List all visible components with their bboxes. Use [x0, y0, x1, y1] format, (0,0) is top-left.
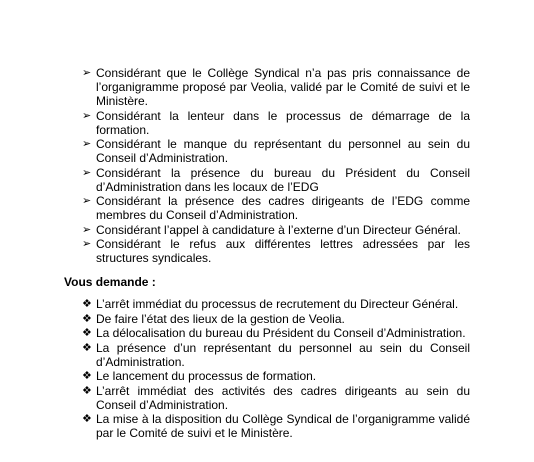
arrow-bullet-icon: ➢: [82, 223, 92, 236]
diamond-bullet-icon: ❖: [82, 341, 92, 354]
consideration-item: ➢ Considérant le refus aux différentes lettres adressées par les structures syndicales.: [82, 237, 470, 265]
diamond-bullet-icon: ❖: [82, 413, 92, 425]
demand-item: ❖ Le lancement du processus de formation.: [82, 369, 317, 383]
consideration-item: ➢ Considérant l’appel à candidature à l’externe d’un Directeur Général.: [82, 222, 461, 237]
demand-item: ❖ La mise à la disposition du Collège Syndical de l’organigramme validé par le Comité de suivi et le Ministère.: [82, 412, 470, 440]
arrow-bullet-icon: ➢: [82, 67, 92, 79]
demand-item: ❖ La délocalisation du bureau du Président du Conseil d’Administration.: [82, 326, 466, 340]
consideration-item: ➢ Considérant le manque du représentant du personnel au sein du Conseil d’Administration.: [82, 137, 470, 165]
arrow-bullet-icon: ➢: [82, 238, 92, 250]
consideration-item: ➢ Considérant la présence des cadres dirigeants de l’EDG comme membres du Conseil d’Administration.: [82, 194, 470, 222]
diamond-bullet-icon: ❖: [82, 384, 92, 397]
document-page: [0, 66, 534, 441]
arrow-bullet-icon: ➢: [82, 166, 92, 179]
demand-item: ❖ La présence d’un représentant du personnel au sein du Conseil d’Administration.: [82, 340, 470, 369]
diamond-bullet-icon: ❖: [82, 370, 92, 382]
diamond-bullet-icon: ❖: [82, 312, 92, 325]
consideration-item: ➢ Considérant que le Collège Syndical n’a pas pris connaissance de l’organigramme proposé par Veolia, validé par le Comité de suivi et le Ministère.: [82, 66, 470, 108]
diamond-bullet-icon: ❖: [82, 327, 92, 339]
demands-heading: Vous demande :: [64, 275, 156, 289]
arrow-bullet-icon: ➢: [82, 195, 92, 207]
demand-item: ❖ De faire l’état des lieux de la gestion de Veolia.: [82, 311, 345, 326]
demand-item: ❖ L’arrêt immédiat des activités des cadres dirigeants au sein du Conseil d’Administration.: [82, 383, 470, 412]
considerations-list: [82, 66, 470, 265]
diamond-bullet-icon: ❖: [82, 298, 92, 310]
demand-item: ❖ L’arrêt immédiat du processus de recrutement du Directeur Général.: [82, 297, 459, 311]
consideration-item: ➢ Considérant la présence du bureau du Président du Conseil d’Administration dans les locaux de l’EDG: [82, 165, 470, 194]
arrow-bullet-icon: ➢: [82, 138, 92, 150]
arrow-bullet-icon: ➢: [82, 109, 92, 122]
demands-list: [82, 297, 470, 440]
consideration-item: ➢ Considérant la lenteur dans le processus de démarrage de la formation.: [82, 108, 470, 137]
